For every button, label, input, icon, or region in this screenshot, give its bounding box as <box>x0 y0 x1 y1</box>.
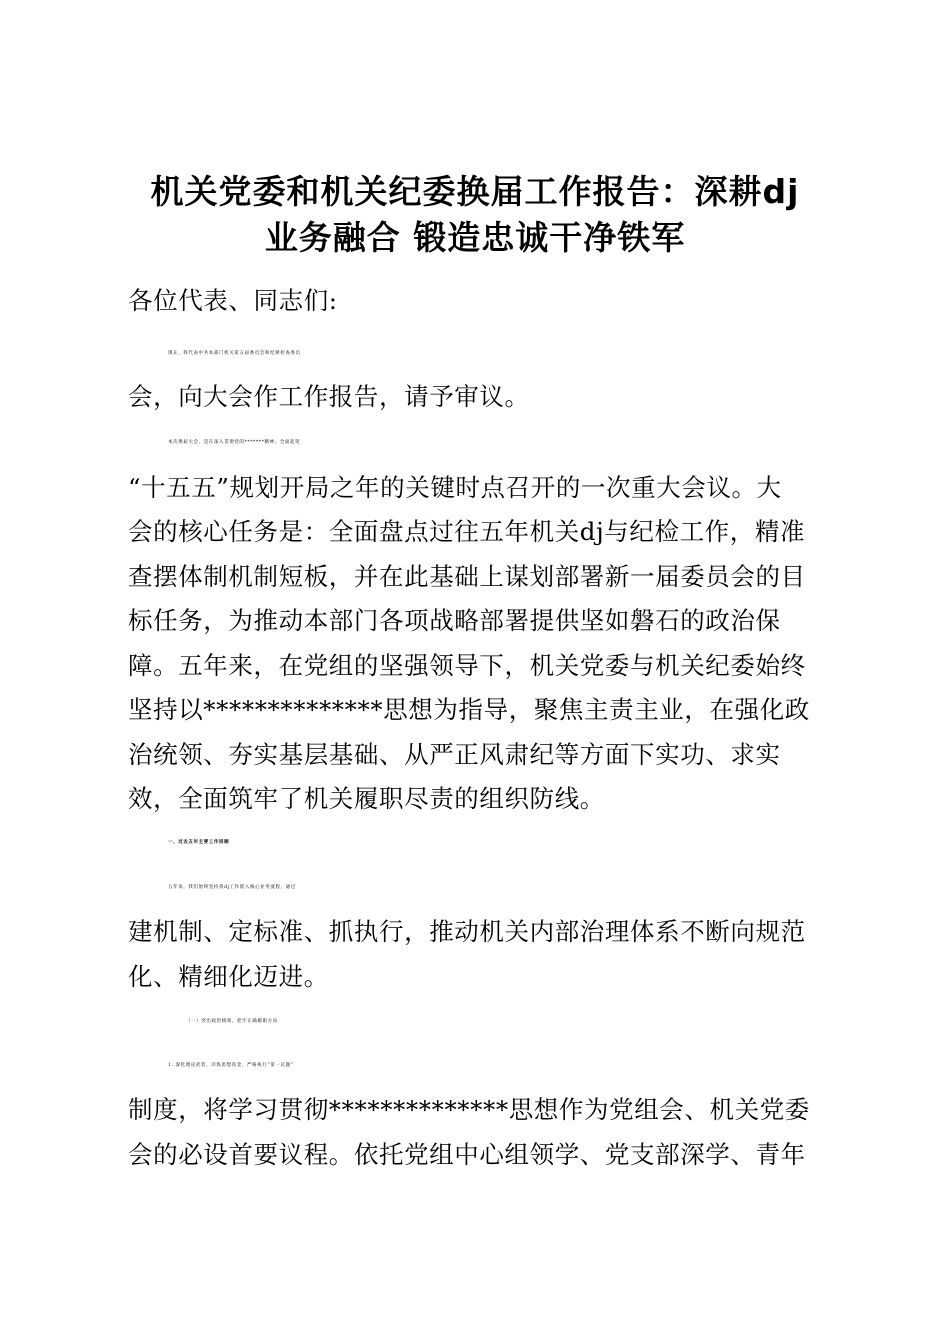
document-title-line-1: 机关党委和机关纪委换届工作报告：深耕dj <box>150 172 800 211</box>
paragraph-line: 化、精细化迈进。 <box>128 962 329 991</box>
paragraph-line: 障。五年来，在党组的坚强领导下，机关党委与机关纪委始终 <box>128 651 806 680</box>
paragraph-line: 查摆体制机制短板，并在此基础上谋划部署新一届委员会的目 <box>128 562 806 591</box>
paragraph-line: 治统领、夯实基层基础、从严正风肃纪等方面下实功、求实 <box>128 740 781 769</box>
paragraph-line: 会，向大会作工作报告，请予审议。 <box>128 382 530 411</box>
paragraph-line: 1. 深化理论武装，淬炼思想真金。严格执行“第一议题” <box>168 1063 294 1068</box>
section-heading: 一、过去五年主要工作回顾 <box>168 840 230 845</box>
paragraph-line: 坚持以**************思想为指导，聚焦主责主业，在强化政 <box>128 695 810 724</box>
paragraph-line: 制度，将学习贯彻**************思想作为党组会、机关党委 <box>128 1095 810 1124</box>
paragraph-line: 本次换届大会，是在深入贯彻党的*******精神、全面起笔 <box>168 440 301 445</box>
paragraph-line: 建机制、定标准、抓执行，推动机关内部治理体系不断向规范 <box>128 917 806 946</box>
paragraph-line: 标任务，为推动本部门各项战略部署提供坚如磐石的政治保 <box>128 606 781 635</box>
paragraph-line: 会的核心任务是：全面盘点过往五年机关dj与纪检工作，精准 <box>128 517 806 546</box>
paragraph-line: 会的必设首要议程。依托党组中心组领学、党支部深学、青年 <box>128 1140 806 1169</box>
document-title-line-2: 业务融合 锻造忠诚干净铁军 <box>264 218 686 257</box>
paragraph-line: 各位代表、同志们: <box>128 286 338 315</box>
paragraph-line: “十五五”规划开局之年的关键时点召开的一次重大会议。大 <box>128 473 782 502</box>
paragraph-line: 五年来，我们始终坚持将dj工作嵌入核心业务流程，通过 <box>168 885 296 890</box>
paragraph-line: （一）突出政治统领，把牢正确履职方向 <box>186 1019 278 1024</box>
paragraph-line: 现在，我代表中共本部门机关第五届委员会和纪律检查委员 <box>168 351 301 356</box>
paragraph-line: 效，全面筑牢了机关履职尽责的组织防线。 <box>128 784 605 813</box>
